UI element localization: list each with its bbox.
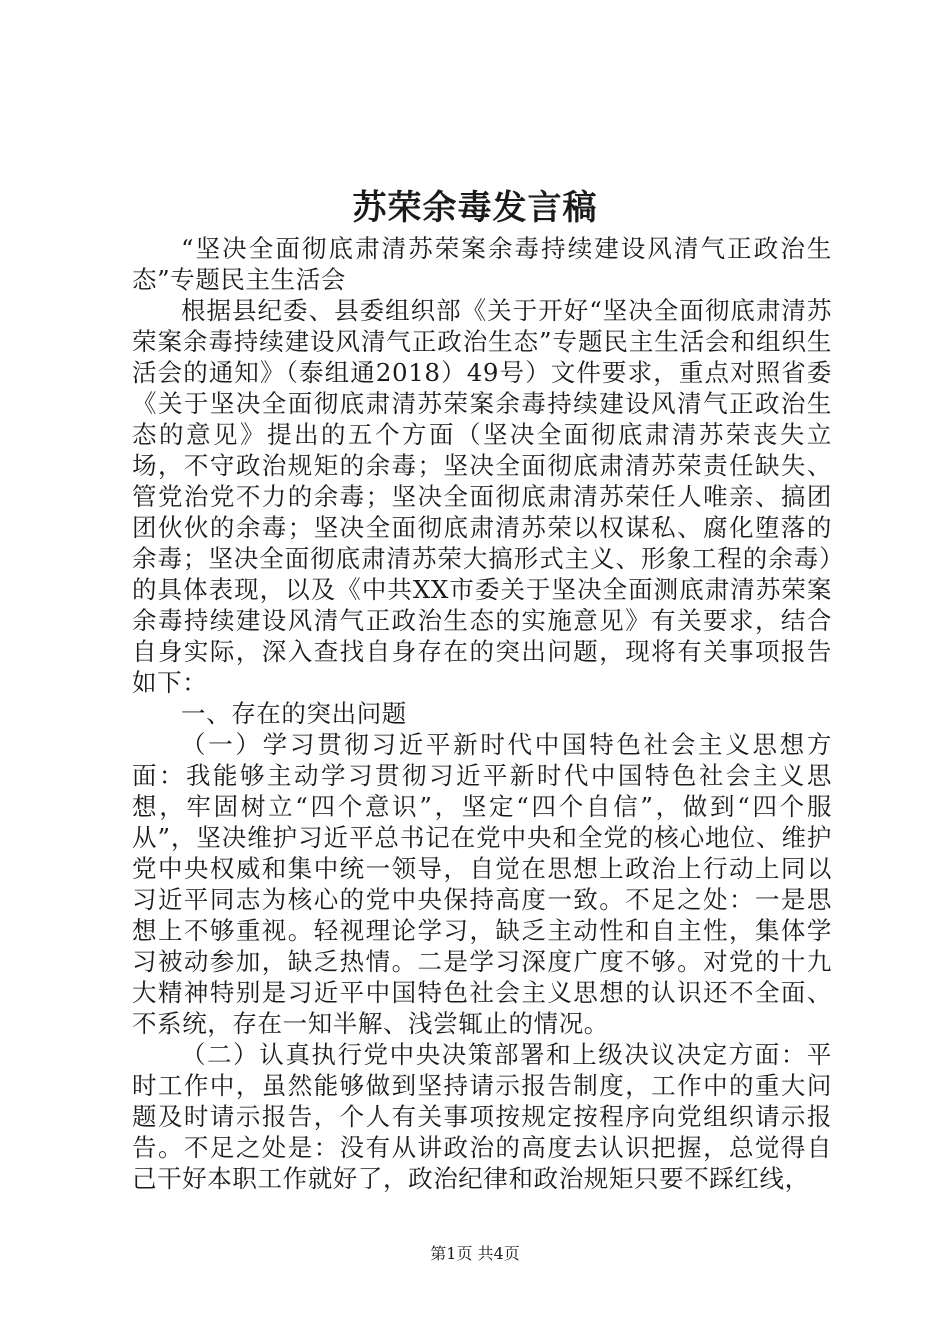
paragraph-item-1: （一）学习贯彻习近平新时代中国特色社会主义思想方面：我能够主动学习贯彻习近平新时代中国特色社会主义思想，牢固树立“四个意识”，坚定“四个自信”，做到“四个服从”，坚决维护习近平总书记在党中央和全党的核心地位、维护党中央权威和集中统一领导，自觉在思想上政治上行动上同以习近平同志为核心的党中央保持高度一致。不足之处：一是思想上不够重视。轻视理论学习，缺乏主动性和自主性，集体学习被动参加，缺乏热情。二是学习深度广度不够。对党的十九大精神特别是习近平中国特色社会主义思想的认识还不全面、不系统，存在一知半解、浅尝辄止的情况。 bbox=[132, 730, 832, 1038]
paragraph-intro: 根据县纪委、县委组织部《关于开好“坚决全面彻底肃清苏荣案余毒持续建设风清气正政治生态”专题民主生活会和组织生活会的通知》（泰组通2018）49号）文件要求，重点对照省委《关于坚决全面彻底肃清苏荣案余毒持续建设风清气正政治生态的意见》提出的五个方面（坚决全面彻底肃清苏荣丧失立场，不守政治规矩的余毒；坚决全面彻底肃清苏荣责任缺失、管党治党不力的余毒；坚决全面彻底肃清苏荣任人唯亲、搞团团伙伙的余毒；坚决全面彻底肃清苏荣以权谋私、腐化堕落的余毒；坚决全面彻底肃清苏荣大搞形式主义、形象工程的余毒）的具体表现，以及《中共XX市委关于坚决全面测底肃清苏荣案余毒持续建设风清气正政治生态的实施意见》有关要求，结合自身实际，深入查找自身存在的突出问题，现将有关事项报告如下： bbox=[132, 296, 832, 697]
section-heading: 一、存在的突出问题 bbox=[181, 699, 407, 728]
document-title: 苏荣余毒发言稿 bbox=[352, 188, 598, 228]
paragraph-subtitle: “坚决全面彻底肃清苏荣案余毒持续建设风清气正政治生态”专题民主生活会 bbox=[132, 234, 832, 294]
page-footer: 第1页 共4页 bbox=[430, 1244, 520, 1263]
document-body bbox=[132, 233, 832, 1194]
paragraph-item-2: （二）认真执行党中央决策部署和上级决议决定方面：平时工作中，虽然能够做到坚持请示报告制度，工作中的重大问题及时请示报告，个人有关事项按规定按程序向党组织请示报告。不足之处是：没有从讲政治的高度去认识把握，总觉得自己干好本职工作就好了，政治纪律和政治规矩只要不踩红线， bbox=[132, 1040, 832, 1193]
